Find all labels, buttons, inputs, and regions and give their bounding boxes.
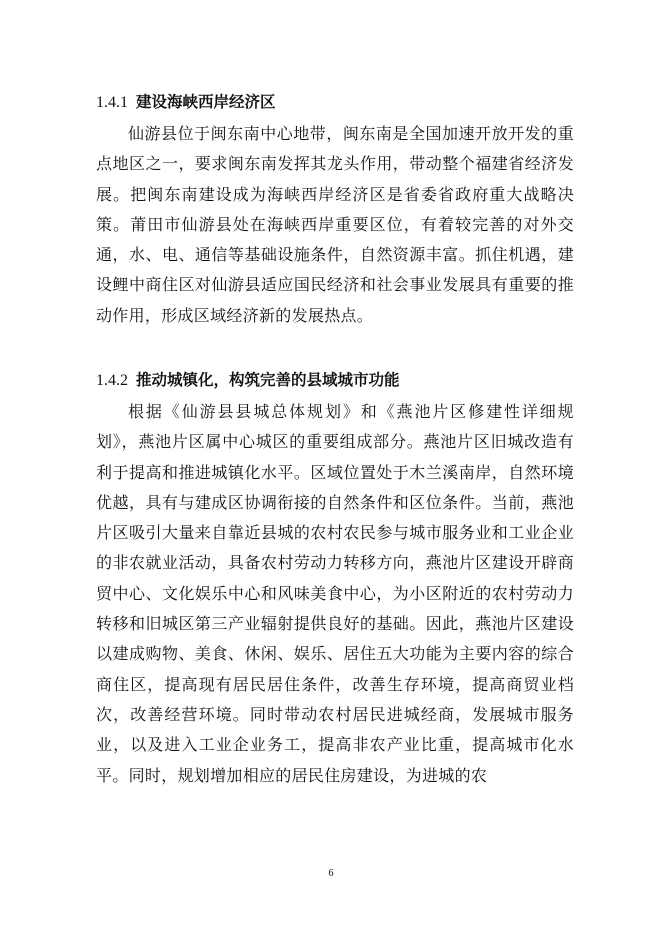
section-paragraph: 仙游县位于闽东南中心地带，闽东南是全国加速开放开发的重点地区之一，要求闽东南发挥其龙头作用，带动整个福建省经济发展。把闽东南建设成为海峡西岸经济区是省委省政府重大战略决策。莆田市仙游县处在海峡西岸重要区位，有着较完善的对外交通，水、电、通信等基础设施条件，自然资源丰富。抓住机遇，建设鲤中商住区对仙游县适应国民经济和社会事业发展具有重要的推动作用，形成区域经济新的发展热点。 [96, 124, 574, 325]
section-paragraph: 根据《仙游县县城总体规划》和《燕池片区修建性详细规划》，燕池片区属中心城区的重要组成部分。燕池片区旧城改造有利于提高和推进城镇化水平。区域位置处于木兰溪南岸，自然环境优越，具有与建成区协调衔接的自然条件和区位条件。当前，燕池片区吸引大量来自靠近县城的农村农民参与城市服务业和工业企业的非农就业活动，具备农村劳动力转移方向，燕池片区建设开辟商贸中心、文化娱乐中心和风味美食中心，为小区附近的农村劳动力转移和旧城区第三产业辐射提供良好的基础。因此，燕池片区建设以建成购物、美食、休闲、娱乐、居住五大功能为主要内容的综合商住区，提高现有居民居住条件，改善生存环境，提高商贸业档次，改善经营环境。同时带动农村居民进城经商，发展城市服务业，以及进入工业企业务工，提高非农产业比重，提高城市化水平。同时，规划增加相应的居民住房建设，为进城的农 [96, 402, 574, 785]
section-1-4-2 [96, 370, 574, 791]
section-number: 1.4.1 [96, 94, 128, 111]
section-heading [96, 370, 574, 391]
section-title: 建设海峡西岸经济区 [136, 93, 276, 111]
section-number: 1.4.2 [96, 372, 128, 389]
section-heading [96, 92, 574, 113]
section-1-4-1 [96, 92, 574, 331]
section-title: 推动城镇化，构筑完善的县域城市功能 [136, 371, 400, 389]
page-number: 6 [328, 868, 334, 879]
